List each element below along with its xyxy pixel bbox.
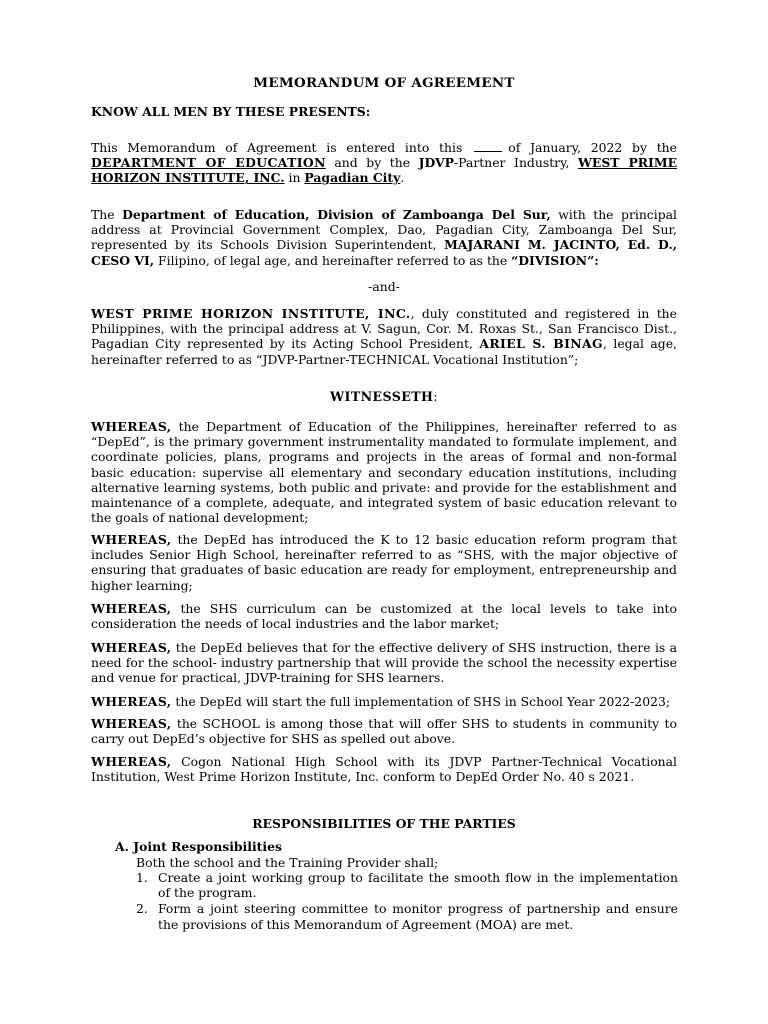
whereas-label: WHEREAS,	[91, 532, 172, 547]
division-alias: “DIVISION”:	[511, 252, 599, 268]
division-text-2: with the principal address at Provincial Government Complex, Dao, Pagadian City, Zamboanga Del Sur, represented by its Schools Division Superintendent,	[91, 207, 677, 253]
list-item	[136, 870, 678, 900]
whereas-text: the DepEd believes that for the effective delivery of SHS instruction, there is a need for the school- industry partnership that will provide the school the necessity expertise and venue for practical, JDVP-training for SHS learners.	[91, 640, 677, 686]
institute-name: WEST PRIME HORIZON INSTITUTE, INC.	[91, 306, 411, 321]
whereas-label: WHEREAS,	[91, 601, 172, 616]
list-item-number: 2.	[136, 901, 148, 917]
document-title: MEMORANDUM OF AGREEMENT	[253, 75, 515, 91]
whereas-text: the SHS curriculum can be customized at the local levels to take into consideration the needs of local industries and the labor market;	[91, 601, 677, 632]
division-text-1: The	[91, 207, 123, 222]
list-item	[136, 901, 678, 931]
joint-responsibilities-list	[136, 870, 678, 933]
intro-text-5: in	[284, 170, 305, 186]
intro-text-4: -Partner Industry,	[453, 155, 578, 171]
division-representative: MAJARANI M. JACINTO, Ed. D., CESO VI,	[91, 237, 677, 268]
whereas-clause-3	[91, 601, 677, 631]
institute-text-2: , legal age, hereinafter referred to as “JDVP-Partner-TECHNICAL Vocational Institution”;	[91, 336, 677, 367]
whereas-label: WHEREAS,	[91, 694, 172, 709]
whereas-text: the DepEd will start the full implementation of SHS in School Year 2022-2023;	[171, 694, 671, 709]
joint-responsibilities-heading: A. Joint Responsibilities	[115, 839, 282, 854]
institute-text-1: , duly constituted and registered in the Philippines, with the principal address at V. Sagun, Cor. M. Roxas St., San Francisco Dist., Pagadian City represented by its Acting School President,	[91, 306, 677, 352]
whereas-clause-5	[91, 694, 677, 709]
party-b-name: WEST PRIME HORIZON INSTITUTE, INC.	[91, 155, 678, 186]
jdvp-label: JDVP	[418, 155, 454, 171]
intro-paragraph	[91, 140, 677, 186]
whereas-clause-1	[91, 419, 677, 525]
intro-text-6: .	[400, 170, 405, 186]
intro-text-3: and by the	[325, 155, 419, 171]
intro-text-2: of January, 2022 by the	[508, 140, 677, 155]
and-separator: -and-	[368, 279, 400, 294]
list-item-text: Form a joint steering committee to monitor progress of partnership and ensure the provisions of this Memorandum of Agreement (MOA) are met.	[158, 901, 678, 932]
witnesseth-label: WITNESSETH	[330, 389, 434, 404]
list-item-number: 1.	[136, 870, 148, 885]
division-text-3: Filipino, of legal age, and hereinafter referred to as the	[154, 252, 512, 268]
whereas-clause-4	[91, 640, 677, 686]
whereas-text: the Department of Education of the Philippines, hereinafter referred to as “DepEd”, is the primary government instrumentality mandated to formulate implement, and coordinate policies, plans, programs and projects in the areas of formal and non-formal basic education: supervise all elementary and secondary education institutions, including alternative learning systems, both public and private: and provide for the establishment and maintenance of a complete, adequate, and integrated system of basic education relevant to the goals of national development;	[91, 419, 677, 526]
witnesseth-heading	[0, 389, 768, 404]
whereas-clause-2	[91, 532, 677, 593]
whereas-label: WHEREAS,	[91, 716, 172, 731]
responsibilities-heading: RESPONSIBILITIES OF THE PARTIES	[252, 816, 516, 831]
whereas-text: the DepEd has introduced the K to 12 basic education reform program that includes Senior High School, hereinafter referred to as “SHS, with the major objective of ensuring that graduates of basic education are ready for employment, entrepreneurship and higher learning;	[91, 532, 677, 593]
institute-representative: ARIEL S. BINAG	[479, 336, 604, 352]
date-blank	[474, 141, 502, 152]
whereas-label: WHEREAS,	[91, 754, 172, 769]
witnesseth-colon: :	[433, 389, 438, 404]
joint-responsibilities-lead: Both the school and the Training Provider shall;	[136, 855, 439, 870]
whereas-text: Cogon National High School with its JDVP Partner-Technical Vocational Institution, West Prime Horizon Institute, Inc. conform to DepEd Order No. 40 s 2021.	[91, 754, 677, 785]
party-a-name: DEPARTMENT OF EDUCATION	[91, 155, 326, 171]
whereas-label: WHEREAS,	[91, 419, 172, 434]
division-name: Department of Education, Division of Zamboanga Del Sur,	[122, 207, 551, 222]
greeting: KNOW ALL MEN BY THESE PRESENTS:	[91, 104, 371, 119]
whereas-clause-6	[91, 716, 677, 746]
whereas-clause-7	[91, 754, 677, 784]
division-paragraph	[91, 207, 677, 268]
city-name: Pagadian City	[304, 170, 401, 186]
institute-paragraph	[91, 306, 677, 367]
intro-text-1: This Memorandum of Agreement is entered into this	[91, 140, 463, 155]
whereas-label: WHEREAS,	[91, 640, 172, 655]
whereas-text: the SCHOOL is among those that will offer SHS to students in community to carry out DepEd’s objective for SHS as spelled out above.	[91, 716, 677, 747]
list-item-text: Create a joint working group to facilitate the smooth flow in the implementation of the program.	[158, 870, 678, 901]
